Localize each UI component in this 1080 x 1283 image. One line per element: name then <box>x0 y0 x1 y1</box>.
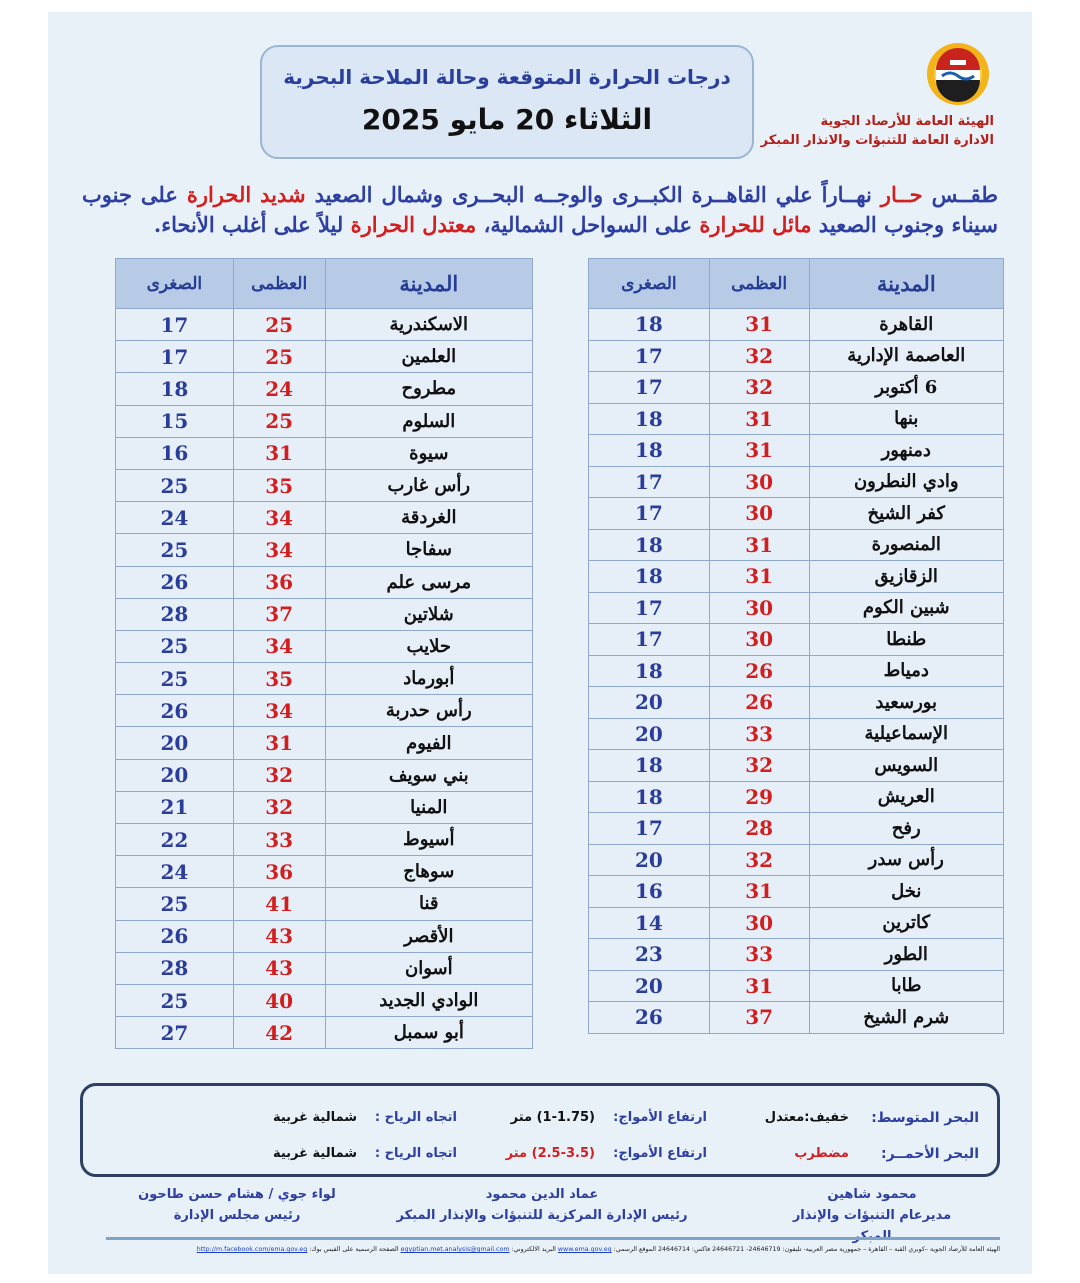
page-title: درجات الحرارة المتوقعة وحالة الملاحة البحرية <box>283 65 731 89</box>
table-row <box>116 791 533 823</box>
max-temp-cell: 40 <box>233 984 325 1016</box>
right-table-body <box>589 309 1004 1034</box>
max-temp-cell: 33 <box>709 718 809 750</box>
max-temp-cell: 34 <box>233 534 325 566</box>
min-temp-cell: 18 <box>116 373 234 405</box>
city-cell: نخل <box>809 876 1003 908</box>
city-cell: قنا <box>325 888 532 920</box>
min-temp-cell: 20 <box>589 844 710 876</box>
min-temp-cell: 18 <box>589 561 710 593</box>
table-row <box>116 663 533 695</box>
min-temp-cell: 28 <box>116 952 234 984</box>
city-cell: رأس حدربة <box>325 695 532 727</box>
city-cell: دمنهور <box>809 435 1003 467</box>
min-temp-cell: 24 <box>116 502 234 534</box>
city-cell: سوهاج <box>325 856 532 888</box>
max-temp-cell: 30 <box>709 498 809 530</box>
min-temp-cell: 25 <box>116 888 234 920</box>
max-temp-cell: 26 <box>709 655 809 687</box>
min-temp-cell: 20 <box>589 687 710 719</box>
min-temp-cell: 18 <box>589 655 710 687</box>
city-cell: وادي النطرون <box>809 466 1003 498</box>
left-table-body <box>116 309 533 1049</box>
sea-row-mediterranean <box>83 1110 997 1134</box>
table-row <box>116 534 533 566</box>
table-row <box>116 695 533 727</box>
forecast-text <box>82 180 998 240</box>
min-temp-cell: 18 <box>589 309 710 341</box>
max-temp-cell: 37 <box>233 598 325 630</box>
max-temp-cell: 32 <box>709 750 809 782</box>
table-row <box>589 561 1004 593</box>
table-row <box>116 341 533 373</box>
city-cell: كفر الشيخ <box>809 498 1003 530</box>
table-row <box>589 1002 1004 1034</box>
city-cell: الأقصر <box>325 920 532 952</box>
wind-value: شمالية غربية <box>272 1146 357 1161</box>
city-cell: الزقازيق <box>809 561 1003 593</box>
signatory-title: مديرعام التنبؤات والإنذار <box>792 1208 952 1223</box>
title-box <box>260 45 754 159</box>
min-temp-cell: 18 <box>589 529 710 561</box>
city-cell: مرسى علم <box>325 566 532 598</box>
signature-chairman <box>122 1184 352 1226</box>
signatory-name: عماد الدين محمود <box>485 1187 599 1202</box>
max-temp-cell: 31 <box>709 529 809 561</box>
wave-value: (2.5-3.5) متر <box>505 1146 595 1161</box>
forecast-part: على جنوب سيناء وجنوب الصعيد <box>82 182 998 237</box>
forecast-highlight: حــار <box>880 182 923 207</box>
min-temp-cell: 25 <box>116 630 234 662</box>
city-cell: المنيا <box>325 791 532 823</box>
min-temp-cell: 18 <box>589 750 710 782</box>
city-cell: 6 أكتوبر <box>809 372 1003 404</box>
min-temp-cell: 23 <box>589 939 710 971</box>
max-temp-cell: 42 <box>233 1017 325 1049</box>
max-temp-cell: 31 <box>709 435 809 467</box>
min-temp-cell: 20 <box>589 970 710 1002</box>
max-temp-cell: 33 <box>709 939 809 971</box>
email-link[interactable]: egyptian.met.analysis@gmail.com <box>400 1246 510 1253</box>
table-row <box>589 624 1004 656</box>
min-temp-cell: 20 <box>116 727 234 759</box>
city-cell: أسوان <box>325 952 532 984</box>
table-row <box>116 920 533 952</box>
city-cell: السويس <box>809 750 1003 782</box>
max-temp-cell: 33 <box>233 824 325 856</box>
table-row <box>116 888 533 920</box>
table-row <box>589 309 1004 341</box>
min-temp-cell: 22 <box>116 824 234 856</box>
max-temp-cell: 32 <box>709 372 809 404</box>
min-temp-cell: 17 <box>116 341 234 373</box>
city-cell: كاترين <box>809 907 1003 939</box>
max-temp-cell: 30 <box>709 907 809 939</box>
table-row <box>116 405 533 437</box>
table-row <box>116 598 533 630</box>
max-temp-cell: 34 <box>233 695 325 727</box>
org-name <box>754 112 994 150</box>
table-row <box>116 759 533 791</box>
max-temp-cell: 35 <box>233 663 325 695</box>
city-cell: طابا <box>809 970 1003 1002</box>
right-temperature-table <box>588 258 1004 1034</box>
bulletin-page <box>48 12 1032 1274</box>
table-row <box>589 340 1004 372</box>
min-temp-cell: 24 <box>116 856 234 888</box>
min-temp-cell: 25 <box>116 469 234 501</box>
signatory-name: محمود شاهين <box>827 1187 917 1202</box>
table-row <box>116 630 533 662</box>
max-temp-cell: 34 <box>233 502 325 534</box>
min-temp-cell: 14 <box>589 907 710 939</box>
city-cell: رأس سدر <box>809 844 1003 876</box>
forecast-part: ليلاً على أغلب الأنحاء. <box>153 212 351 237</box>
city-cell: بورسعيد <box>809 687 1003 719</box>
city-cell: شبين الكوم <box>809 592 1003 624</box>
signature-central-head <box>392 1184 692 1226</box>
city-cell: سيوة <box>325 437 532 469</box>
max-temp-cell: 43 <box>233 920 325 952</box>
table-row <box>589 781 1004 813</box>
footer <box>106 1246 1000 1253</box>
wind-value: شمالية غربية <box>272 1110 357 1125</box>
max-temp-cell: 32 <box>709 844 809 876</box>
city-cell: الاسكندرية <box>325 309 532 341</box>
table-row <box>116 566 533 598</box>
signatures <box>48 1184 1032 1234</box>
footer-divider <box>106 1237 1000 1240</box>
facebook-link[interactable]: http://m.facebook.com/ema.gov.eg <box>196 1246 308 1253</box>
max-temp-cell: 37 <box>709 1002 809 1034</box>
table-row <box>589 844 1004 876</box>
wind-label: اتجاه الرياح : <box>374 1110 457 1125</box>
max-temp-cell: 25 <box>233 341 325 373</box>
table-row <box>116 824 533 856</box>
max-temp-cell: 35 <box>233 469 325 501</box>
city-cell: بني سويف <box>325 759 532 791</box>
city-cell: سفاجا <box>325 534 532 566</box>
table-row <box>589 655 1004 687</box>
ema-logo-icon <box>924 40 992 108</box>
forecast-part: نهــاراً علي القاهــرة الكبــرى والوجــه البحــرى وشمال الصعيد <box>305 182 881 207</box>
forecast-part: طقــس <box>922 182 998 207</box>
table-row <box>116 984 533 1016</box>
table-row <box>589 907 1004 939</box>
min-temp-cell: 26 <box>116 566 234 598</box>
table-row <box>116 502 533 534</box>
email-label: البريد الالكتروني: <box>509 1246 556 1253</box>
max-temp-cell: 43 <box>233 952 325 984</box>
forecast-highlight: مائل للحرارة <box>699 212 812 237</box>
max-temp-cell: 32 <box>709 340 809 372</box>
max-temp-cell: 31 <box>709 876 809 908</box>
min-temp-cell: 15 <box>116 405 234 437</box>
max-temp-cell: 30 <box>709 466 809 498</box>
min-temp-cell: 27 <box>116 1017 234 1049</box>
table-row <box>589 498 1004 530</box>
table-row <box>589 403 1004 435</box>
min-temp-cell: 17 <box>116 309 234 341</box>
forecast-part: على السواحل الشمالية، <box>476 212 700 237</box>
sea-state: مضطرب <box>794 1146 849 1161</box>
table-row <box>116 856 533 888</box>
min-temp-cell: 20 <box>589 718 710 750</box>
wind-label: اتجاه الرياح : <box>374 1146 457 1161</box>
max-temp-cell: 30 <box>709 592 809 624</box>
city-cell: المنصورة <box>809 529 1003 561</box>
website-link[interactable]: www.ema.gov.eg <box>557 1246 612 1253</box>
city-cell: الغردقة <box>325 502 532 534</box>
header-min: الصغرى <box>589 259 710 309</box>
table-row <box>589 750 1004 782</box>
header-city: المدينة <box>325 259 532 309</box>
min-temp-cell: 17 <box>589 340 710 372</box>
min-temp-cell: 26 <box>116 920 234 952</box>
min-temp-cell: 25 <box>116 534 234 566</box>
org-line-1: الهيئة العامة للأرصاد الجوية <box>820 114 994 129</box>
header-min: الصغرى <box>116 259 234 309</box>
wave-label: ارتفاع الأمواج: <box>613 1110 707 1125</box>
min-temp-cell: 25 <box>116 663 234 695</box>
bulletin-date: الثلاثاء 20 مايو 2025 <box>361 103 653 136</box>
table-row <box>116 309 533 341</box>
min-temp-cell: 17 <box>589 592 710 624</box>
max-temp-cell: 34 <box>233 630 325 662</box>
max-temp-cell: 29 <box>709 781 809 813</box>
city-cell: أسيوط <box>325 824 532 856</box>
sea-label: البحر الأحمــر: <box>880 1146 979 1162</box>
city-cell: مطروح <box>325 373 532 405</box>
table-header-row <box>589 259 1004 309</box>
max-temp-cell: 31 <box>233 437 325 469</box>
table-row <box>589 970 1004 1002</box>
forecast-highlight: معتدل الحرارة <box>350 212 477 237</box>
table-row <box>116 469 533 501</box>
min-temp-cell: 18 <box>589 435 710 467</box>
table-row <box>589 529 1004 561</box>
max-temp-cell: 36 <box>233 566 325 598</box>
table-row <box>116 727 533 759</box>
min-temp-cell: 18 <box>589 403 710 435</box>
forecast-highlight: شديد الحرارة <box>186 182 306 207</box>
max-temp-cell: 31 <box>709 970 809 1002</box>
signatory-name: لواء جوي / هشام حسن طاحون <box>138 1187 336 1202</box>
min-temp-cell: 18 <box>589 781 710 813</box>
min-temp-cell: 25 <box>116 984 234 1016</box>
city-cell: شرم الشيخ <box>809 1002 1003 1034</box>
city-cell: شلاتين <box>325 598 532 630</box>
signatory-title: رئيس الإدارة المركزية للتنبؤات والإنذار المبكر <box>396 1208 688 1223</box>
header-max: العظمى <box>709 259 809 309</box>
max-temp-cell: 25 <box>233 309 325 341</box>
city-cell: أبورماد <box>325 663 532 695</box>
table-row <box>589 435 1004 467</box>
wave-label: ارتفاع الأمواج: <box>613 1146 707 1161</box>
city-cell: أبو سمبل <box>325 1017 532 1049</box>
city-cell: حلايب <box>325 630 532 662</box>
footer-address: الهيئة العامة للأرصاد الجوية –كوبري القبة – القاهرة – جمهورية مصر العربية- تليفون: 24646719- 24646721 فاكس: 24646714 الموقع الرسمي: <box>613 1246 1000 1253</box>
city-cell: القاهرة <box>809 309 1003 341</box>
min-temp-cell: 28 <box>116 598 234 630</box>
table-row <box>589 939 1004 971</box>
max-temp-cell: 31 <box>709 403 809 435</box>
city-cell: بنها <box>809 403 1003 435</box>
table-row <box>589 876 1004 908</box>
max-temp-cell: 31 <box>709 561 809 593</box>
city-cell: العاصمة الإدارية <box>809 340 1003 372</box>
min-temp-cell: 17 <box>589 498 710 530</box>
city-cell: العلمين <box>325 341 532 373</box>
sea-label: البحر المتوسط: <box>871 1110 979 1126</box>
table-row <box>116 1017 533 1049</box>
min-temp-cell: 20 <box>116 759 234 791</box>
left-temperature-table <box>115 258 533 1049</box>
min-temp-cell: 26 <box>116 695 234 727</box>
facebook-label: الصفحة الرسمية على الفيس بوك: <box>307 1246 399 1253</box>
table-row <box>589 372 1004 404</box>
max-temp-cell: 31 <box>233 727 325 759</box>
max-temp-cell: 24 <box>233 373 325 405</box>
city-cell: العريش <box>809 781 1003 813</box>
max-temp-cell: 28 <box>709 813 809 845</box>
city-cell: طنطا <box>809 624 1003 656</box>
min-temp-cell: 17 <box>589 624 710 656</box>
city-cell: رأس غارب <box>325 469 532 501</box>
max-temp-cell: 36 <box>233 856 325 888</box>
table-header-row <box>116 259 533 309</box>
sea-conditions-box <box>80 1083 1000 1177</box>
table-row <box>589 813 1004 845</box>
min-temp-cell: 17 <box>589 466 710 498</box>
table-row <box>116 373 533 405</box>
city-cell: الطور <box>809 939 1003 971</box>
max-temp-cell: 31 <box>709 309 809 341</box>
wave-value: (1-1.75) متر <box>510 1110 595 1125</box>
table-row <box>589 592 1004 624</box>
min-temp-cell: 17 <box>589 372 710 404</box>
max-temp-cell: 26 <box>709 687 809 719</box>
header-max: العظمى <box>233 259 325 309</box>
city-cell: رفح <box>809 813 1003 845</box>
min-temp-cell: 21 <box>116 791 234 823</box>
city-cell: الفيوم <box>325 727 532 759</box>
table-row <box>116 437 533 469</box>
min-temp-cell: 17 <box>589 813 710 845</box>
sea-state: خفيف:معتدل <box>764 1110 849 1125</box>
min-temp-cell: 16 <box>589 876 710 908</box>
org-line-2: الادارة العامة للتنبؤات والانذار المبكر <box>760 133 994 148</box>
sea-row-red-sea <box>83 1146 997 1170</box>
signatory-title: رئيس مجلس الإدارة <box>173 1208 301 1223</box>
max-temp-cell: 32 <box>233 791 325 823</box>
min-temp-cell: 16 <box>116 437 234 469</box>
max-temp-cell: 41 <box>233 888 325 920</box>
city-cell: دمياط <box>809 655 1003 687</box>
city-cell: السلوم <box>325 405 532 437</box>
table-row <box>116 952 533 984</box>
max-temp-cell: 30 <box>709 624 809 656</box>
table-row <box>589 687 1004 719</box>
min-temp-cell: 26 <box>589 1002 710 1034</box>
table-row <box>589 718 1004 750</box>
max-temp-cell: 32 <box>233 759 325 791</box>
city-cell: الإسماعيلية <box>809 718 1003 750</box>
table-row <box>589 466 1004 498</box>
city-cell: الوادي الجديد <box>325 984 532 1016</box>
header-city: المدينة <box>809 259 1003 309</box>
max-temp-cell: 25 <box>233 405 325 437</box>
